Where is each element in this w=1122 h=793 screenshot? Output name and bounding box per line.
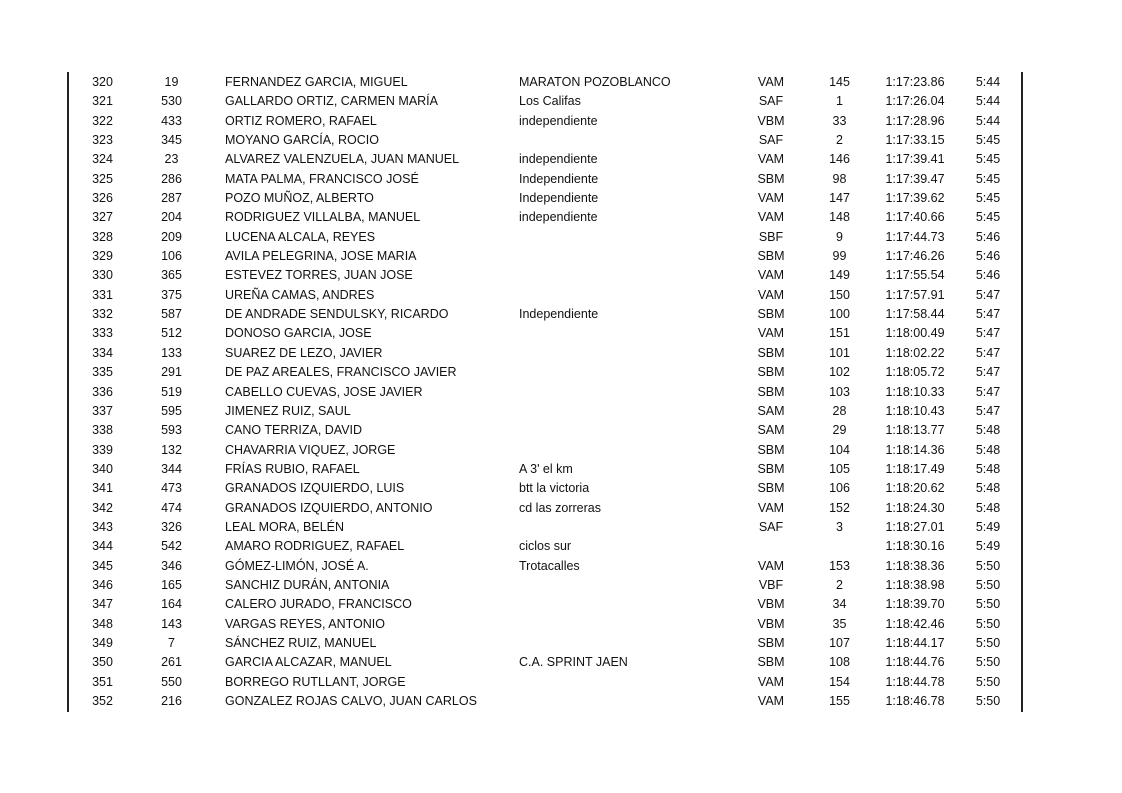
table-row <box>0 189 1122 208</box>
position-cell: 350 <box>92 655 113 670</box>
finish-time-cell: 1:17:46.26 <box>885 249 945 264</box>
club-cell: independiente <box>519 152 598 167</box>
bib-number-cell: 291 <box>161 365 182 380</box>
category-cell: SBM <box>757 481 785 496</box>
table-row <box>0 92 1122 111</box>
category-position-cell: 150 <box>829 287 850 302</box>
finish-time-cell: 1:17:26.04 <box>885 94 945 109</box>
runner-name-cell: FRÍAS RUBIO, RAFAEL <box>225 461 360 476</box>
club-cell: independiente <box>519 210 598 225</box>
club-cell: Trotacalles <box>519 558 580 573</box>
bib-number-cell: 106 <box>161 249 182 264</box>
runner-name-cell: CALERO JURADO, FRANCISCO <box>225 597 412 612</box>
pace-cell: 5:44 <box>975 75 1001 89</box>
pace-cell: 5:48 <box>975 423 1001 438</box>
category-cell: VAM <box>757 210 785 225</box>
position-cell: 320 <box>92 75 113 89</box>
table-row <box>0 228 1122 247</box>
pace-cell: 5:45 <box>975 133 1001 148</box>
position-cell: 336 <box>92 384 113 399</box>
position-cell: 347 <box>92 597 113 612</box>
position-cell: 324 <box>92 152 113 167</box>
bib-number-cell: 587 <box>161 307 182 322</box>
pace-cell: 5:47 <box>975 403 1001 418</box>
runner-name-cell: DE PAZ AREALES, FRANCISCO JAVIER <box>225 365 457 380</box>
finish-time-cell: 1:17:57.91 <box>885 287 945 302</box>
runner-name-cell: ORTIZ ROMERO, RAFAEL <box>225 113 377 128</box>
category-cell: VAM <box>757 326 785 341</box>
club-cell: Independiente <box>519 171 599 186</box>
finish-time-cell: 1:18:20.62 <box>885 481 945 496</box>
bib-number-cell: 344 <box>161 461 182 476</box>
finish-time-cell: 1:17:58.44 <box>885 307 945 322</box>
position-cell: 349 <box>92 635 113 650</box>
runner-name-cell: GALLARDO ORTIZ, CARMEN MARÍA <box>225 94 438 109</box>
bib-number-cell: 542 <box>161 539 182 554</box>
position-cell: 323 <box>92 133 113 148</box>
position-cell: 325 <box>92 171 113 186</box>
pace-cell: 5:50 <box>975 558 1001 573</box>
category-cell: SAM <box>757 403 785 418</box>
table-row <box>0 499 1122 518</box>
finish-time-cell: 1:18:46.78 <box>885 694 945 708</box>
bib-number-cell: 593 <box>161 423 182 438</box>
finish-time-cell: 1:17:40.66 <box>885 210 945 225</box>
bib-number-cell: 530 <box>161 94 182 109</box>
category-cell: SBM <box>757 384 785 399</box>
bib-number-cell: 365 <box>161 268 182 283</box>
bib-number-cell: 204 <box>161 210 182 225</box>
category-cell: VAM <box>757 558 785 573</box>
pace-cell: 5:48 <box>975 442 1001 457</box>
table-row <box>0 537 1122 556</box>
bib-number-cell: 286 <box>161 171 182 186</box>
pace-cell: 5:50 <box>975 597 1001 612</box>
position-cell: 322 <box>92 113 113 128</box>
club-cell: ciclos sur <box>519 539 572 554</box>
pace-cell: 5:50 <box>975 694 1001 708</box>
position-cell: 352 <box>92 694 113 708</box>
runner-name-cell: MATA PALMA, FRANCISCO JOSÉ <box>225 171 419 186</box>
bib-number-cell: 550 <box>161 674 182 689</box>
category-cell: VBF <box>758 577 784 592</box>
table-row <box>0 131 1122 150</box>
runner-name-cell: ALVAREZ VALENZUELA, JUAN MANUEL <box>225 152 460 167</box>
finish-time-cell: 1:18:10.33 <box>885 384 945 399</box>
position-cell: 330 <box>92 268 113 283</box>
category-position-cell: 34 <box>832 597 847 612</box>
pace-cell: 5:50 <box>975 635 1001 650</box>
runner-name-cell: AMARO RODRIGUEZ, RAFAEL <box>225 539 405 554</box>
table-row <box>0 170 1122 189</box>
club-cell: btt la victoria <box>519 481 590 496</box>
pace-cell: 5:46 <box>975 229 1001 244</box>
pace-cell: 5:44 <box>975 113 1001 128</box>
category-cell: SBF <box>758 229 784 244</box>
category-position-cell: 151 <box>829 326 850 341</box>
finish-time-cell: 1:18:44.17 <box>885 635 945 650</box>
runner-name-cell: SÁNCHEZ RUIZ, MANUEL <box>225 635 377 650</box>
position-cell: 321 <box>92 94 113 109</box>
runner-name-cell: SUAREZ DE LEZO, JAVIER <box>225 345 383 360</box>
runner-name-cell: GONZALEZ ROJAS CALVO, JUAN CARLOS <box>225 694 477 708</box>
runner-name-cell: GARCIA ALCAZAR, MANUEL <box>225 655 392 670</box>
finish-time-cell: 1:18:00.49 <box>885 326 945 341</box>
table-row <box>0 305 1122 324</box>
bib-number-cell: 375 <box>161 287 182 302</box>
bib-number-cell: 216 <box>161 694 182 708</box>
finish-time-cell: 1:18:17.49 <box>885 461 945 476</box>
category-position-cell: 100 <box>829 307 850 322</box>
club-cell: cd las zorreras <box>519 500 601 515</box>
table-row <box>0 150 1122 169</box>
category-position-cell: 101 <box>829 345 850 360</box>
category-cell: SBM <box>757 365 785 380</box>
pace-cell: 5:48 <box>975 461 1001 476</box>
runner-name-cell: SANCHIZ DURÁN, ANTONIA <box>225 577 390 592</box>
category-position-cell: 152 <box>829 500 850 515</box>
category-cell: SBM <box>757 345 785 360</box>
table-row <box>0 344 1122 363</box>
category-cell: SBM <box>757 249 785 264</box>
category-position-cell: 3 <box>836 519 843 534</box>
runner-name-cell: GRANADOS IZQUIERDO, ANTONIO <box>225 500 433 515</box>
table-row <box>0 634 1122 653</box>
runner-name-cell: DONOSO GARCIA, JOSE <box>225 326 372 341</box>
runner-name-cell: FERNANDEZ GARCIA, MIGUEL <box>225 75 408 89</box>
table-row <box>0 615 1122 634</box>
finish-time-cell: 1:17:55.54 <box>885 268 945 283</box>
table-row <box>0 479 1122 498</box>
pace-cell: 5:45 <box>975 171 1001 186</box>
bib-number-cell: 287 <box>161 191 182 206</box>
position-cell: 343 <box>92 519 113 534</box>
table-row <box>0 286 1122 305</box>
finish-time-cell: 1:18:10.43 <box>885 403 945 418</box>
runner-name-cell: GRANADOS IZQUIERDO, LUIS <box>225 481 405 496</box>
club-cell: C.A. SPRINT JAEN <box>519 655 628 670</box>
position-cell: 326 <box>92 191 113 206</box>
finish-time-cell: 1:17:28.96 <box>885 113 945 128</box>
finish-time-cell: 1:18:24.30 <box>885 500 945 515</box>
bib-number-cell: 474 <box>161 500 182 515</box>
runner-name-cell: CHAVARRIA VIQUEZ, JORGE <box>225 442 396 457</box>
table-row <box>0 518 1122 537</box>
pace-cell: 5:46 <box>975 268 1001 283</box>
table-row <box>0 383 1122 402</box>
category-cell: SBM <box>757 655 785 670</box>
position-cell: 346 <box>92 577 113 592</box>
table-row <box>0 421 1122 440</box>
bib-number-cell: 473 <box>161 481 182 496</box>
finish-time-cell: 1:18:44.78 <box>885 674 945 689</box>
category-cell: SAM <box>757 423 785 438</box>
pace-cell: 5:50 <box>975 674 1001 689</box>
category-position-cell: 33 <box>832 113 847 128</box>
category-cell: VAM <box>757 191 785 206</box>
table-row <box>0 208 1122 227</box>
pace-cell: 5:48 <box>975 481 1001 496</box>
category-cell: VAM <box>757 500 785 515</box>
position-cell: 335 <box>92 365 113 380</box>
table-row <box>0 324 1122 343</box>
position-cell: 341 <box>92 481 113 496</box>
runner-name-cell: RODRIGUEZ VILLALBA, MANUEL <box>225 210 421 225</box>
category-cell: SBM <box>757 442 785 457</box>
category-cell: VAM <box>757 674 785 689</box>
table-row <box>0 595 1122 614</box>
category-position-cell: 99 <box>832 249 847 264</box>
runner-name-cell: BORREGO RUTLLANT, JORGE <box>225 674 406 689</box>
club-cell: Los Califas <box>519 94 581 109</box>
pace-cell: 5:49 <box>975 519 1001 534</box>
club-cell: Independiente <box>519 191 599 206</box>
category-position-cell: 106 <box>829 481 850 496</box>
category-cell: SAF <box>758 133 784 148</box>
table-row <box>0 460 1122 479</box>
finish-time-cell: 1:17:39.62 <box>885 191 945 206</box>
finish-time-cell: 1:18:38.36 <box>885 558 945 573</box>
table-row <box>0 653 1122 672</box>
runner-name-cell: JIMENEZ RUIZ, SAUL <box>225 403 351 418</box>
position-cell: 339 <box>92 442 113 457</box>
table-row <box>0 557 1122 576</box>
runner-name-cell: AVILA PELEGRINA, JOSE MARIA <box>225 249 417 264</box>
category-position-cell: 108 <box>829 655 850 670</box>
bib-number-cell: 512 <box>161 326 182 341</box>
runner-name-cell: UREÑA CAMAS, ANDRES <box>225 287 375 302</box>
bib-number-cell: 326 <box>161 519 182 534</box>
position-cell: 327 <box>92 210 113 225</box>
table-row <box>0 576 1122 595</box>
finish-time-cell: 1:18:30.16 <box>885 539 945 554</box>
bib-number-cell: 519 <box>161 384 182 399</box>
table-row <box>0 247 1122 266</box>
position-cell: 332 <box>92 307 113 322</box>
category-cell: VBM <box>757 597 785 612</box>
pace-cell: 5:44 <box>975 94 1001 109</box>
category-position-cell: 155 <box>829 694 850 708</box>
bib-number-cell: 164 <box>161 597 182 612</box>
category-position-cell: 107 <box>829 635 850 650</box>
category-cell: VAM <box>757 287 785 302</box>
category-position-cell: 103 <box>829 384 850 399</box>
table-row <box>0 73 1122 92</box>
finish-time-cell: 1:18:13.77 <box>885 423 945 438</box>
category-position-cell: 9 <box>836 229 843 244</box>
table-row <box>0 673 1122 692</box>
category-position-cell: 104 <box>829 442 850 457</box>
bib-number-cell: 165 <box>161 577 182 592</box>
pace-cell: 5:47 <box>975 326 1001 341</box>
pace-cell: 5:48 <box>975 500 1001 515</box>
pace-cell: 5:46 <box>975 249 1001 264</box>
bib-number-cell: 433 <box>161 113 182 128</box>
category-position-cell: 147 <box>829 191 850 206</box>
pace-cell: 5:45 <box>975 210 1001 225</box>
finish-time-cell: 1:17:23.86 <box>885 75 945 89</box>
finish-time-cell: 1:18:44.76 <box>885 655 945 670</box>
bib-number-cell: 595 <box>161 403 182 418</box>
finish-time-cell: 1:17:39.41 <box>885 152 945 167</box>
category-position-cell: 102 <box>829 365 850 380</box>
bib-number-cell: 133 <box>161 345 182 360</box>
runner-name-cell: LUCENA ALCALA, REYES <box>225 229 376 244</box>
position-cell: 344 <box>92 539 113 554</box>
pace-cell: 5:49 <box>975 539 1001 554</box>
runner-name-cell: CABELLO CUEVAS, JOSE JAVIER <box>225 384 423 399</box>
finish-time-cell: 1:18:39.70 <box>885 597 945 612</box>
table-row <box>0 692 1122 711</box>
finish-time-cell: 1:18:38.98 <box>885 577 945 592</box>
club-cell: MARATON POZOBLANCO <box>519 75 671 89</box>
category-cell: VAM <box>757 694 785 708</box>
bib-number-cell: 346 <box>161 558 182 573</box>
category-position-cell: 153 <box>829 558 850 573</box>
runner-name-cell: LEAL MORA, BELÉN <box>225 519 345 534</box>
table-row <box>0 112 1122 131</box>
category-cell: SAF <box>758 94 784 109</box>
pace-cell: 5:47 <box>975 365 1001 380</box>
pace-cell: 5:50 <box>975 616 1001 631</box>
bib-number-cell: 19 <box>164 75 179 89</box>
category-position-cell: 149 <box>829 268 850 283</box>
finish-time-cell: 1:17:39.47 <box>885 171 945 186</box>
category-cell: VAM <box>757 152 785 167</box>
finish-time-cell: 1:17:44.73 <box>885 229 945 244</box>
category-position-cell: 98 <box>832 171 847 186</box>
category-position-cell: 35 <box>832 616 847 631</box>
position-cell: 340 <box>92 461 113 476</box>
position-cell: 337 <box>92 403 113 418</box>
category-position-cell: 2 <box>836 133 843 148</box>
runner-name-cell: VARGAS REYES, ANTONIO <box>225 616 385 631</box>
pace-cell: 5:50 <box>975 577 1001 592</box>
category-position-cell: 29 <box>832 423 847 438</box>
category-cell: VAM <box>757 75 785 89</box>
category-position-cell: 146 <box>829 152 850 167</box>
position-cell: 342 <box>92 500 113 515</box>
finish-time-cell: 1:18:14.36 <box>885 442 945 457</box>
pace-cell: 5:45 <box>975 191 1001 206</box>
pace-cell: 5:50 <box>975 655 1001 670</box>
position-cell: 331 <box>92 287 113 302</box>
finish-time-cell: 1:18:42.46 <box>885 616 945 631</box>
table-row <box>0 363 1122 382</box>
results-table <box>0 73 1122 711</box>
category-position-cell: 105 <box>829 461 850 476</box>
runner-name-cell: DE ANDRADE SENDULSKY, RICARDO <box>225 307 449 322</box>
runner-name-cell: POZO MUÑOZ, ALBERTO <box>225 191 374 206</box>
finish-time-cell: 1:18:27.01 <box>885 519 945 534</box>
position-cell: 333 <box>92 326 113 341</box>
position-cell: 351 <box>92 674 113 689</box>
club-cell: independiente <box>519 113 598 128</box>
bib-number-cell: 132 <box>161 442 182 457</box>
category-position-cell: 148 <box>829 210 850 225</box>
position-cell: 348 <box>92 616 113 631</box>
position-cell: 334 <box>92 345 113 360</box>
finish-time-cell: 1:18:02.22 <box>885 345 945 360</box>
category-position-cell: 145 <box>829 75 850 89</box>
table-row <box>0 441 1122 460</box>
category-cell: VBM <box>757 113 785 128</box>
position-cell: 329 <box>92 249 113 264</box>
category-cell: SBM <box>757 635 785 650</box>
category-cell: SBM <box>757 461 785 476</box>
category-position-cell: 154 <box>829 674 850 689</box>
runner-name-cell: MOYANO GARCÍA, ROCIO <box>225 133 379 148</box>
position-cell: 328 <box>92 229 113 244</box>
finish-time-cell: 1:18:05.72 <box>885 365 945 380</box>
bib-number-cell: 7 <box>168 635 175 650</box>
bib-number-cell: 209 <box>161 229 182 244</box>
pace-cell: 5:47 <box>975 307 1001 322</box>
position-cell: 345 <box>92 558 113 573</box>
category-position-cell: 2 <box>836 577 843 592</box>
pace-cell: 5:47 <box>975 287 1001 302</box>
pace-cell: 5:45 <box>975 152 1001 167</box>
runner-name-cell: ESTEVEZ TORRES, JUAN JOSE <box>225 268 413 283</box>
bib-number-cell: 261 <box>161 655 182 670</box>
bib-number-cell: 345 <box>161 133 182 148</box>
club-cell: Independiente <box>519 307 599 322</box>
category-cell: VAM <box>757 268 785 283</box>
runner-name-cell: GÓMEZ-LIMÓN, JOSÉ A. <box>225 558 369 573</box>
runner-name-cell: CANO TERRIZA, DAVID <box>225 423 363 438</box>
category-cell: SBM <box>757 307 785 322</box>
bib-number-cell: 143 <box>161 616 182 631</box>
bib-number-cell: 23 <box>164 152 179 167</box>
position-cell: 338 <box>92 423 113 438</box>
category-position-cell: 1 <box>836 94 843 109</box>
category-position-cell: 28 <box>832 403 847 418</box>
category-cell: SBM <box>757 171 785 186</box>
category-cell: SAF <box>758 519 784 534</box>
pace-cell: 5:47 <box>975 345 1001 360</box>
table-row <box>0 266 1122 285</box>
table-row <box>0 402 1122 421</box>
finish-time-cell: 1:17:33.15 <box>885 133 945 148</box>
pace-cell: 5:47 <box>975 384 1001 399</box>
category-cell: VBM <box>757 616 785 631</box>
club-cell: A 3' el km <box>519 461 573 476</box>
